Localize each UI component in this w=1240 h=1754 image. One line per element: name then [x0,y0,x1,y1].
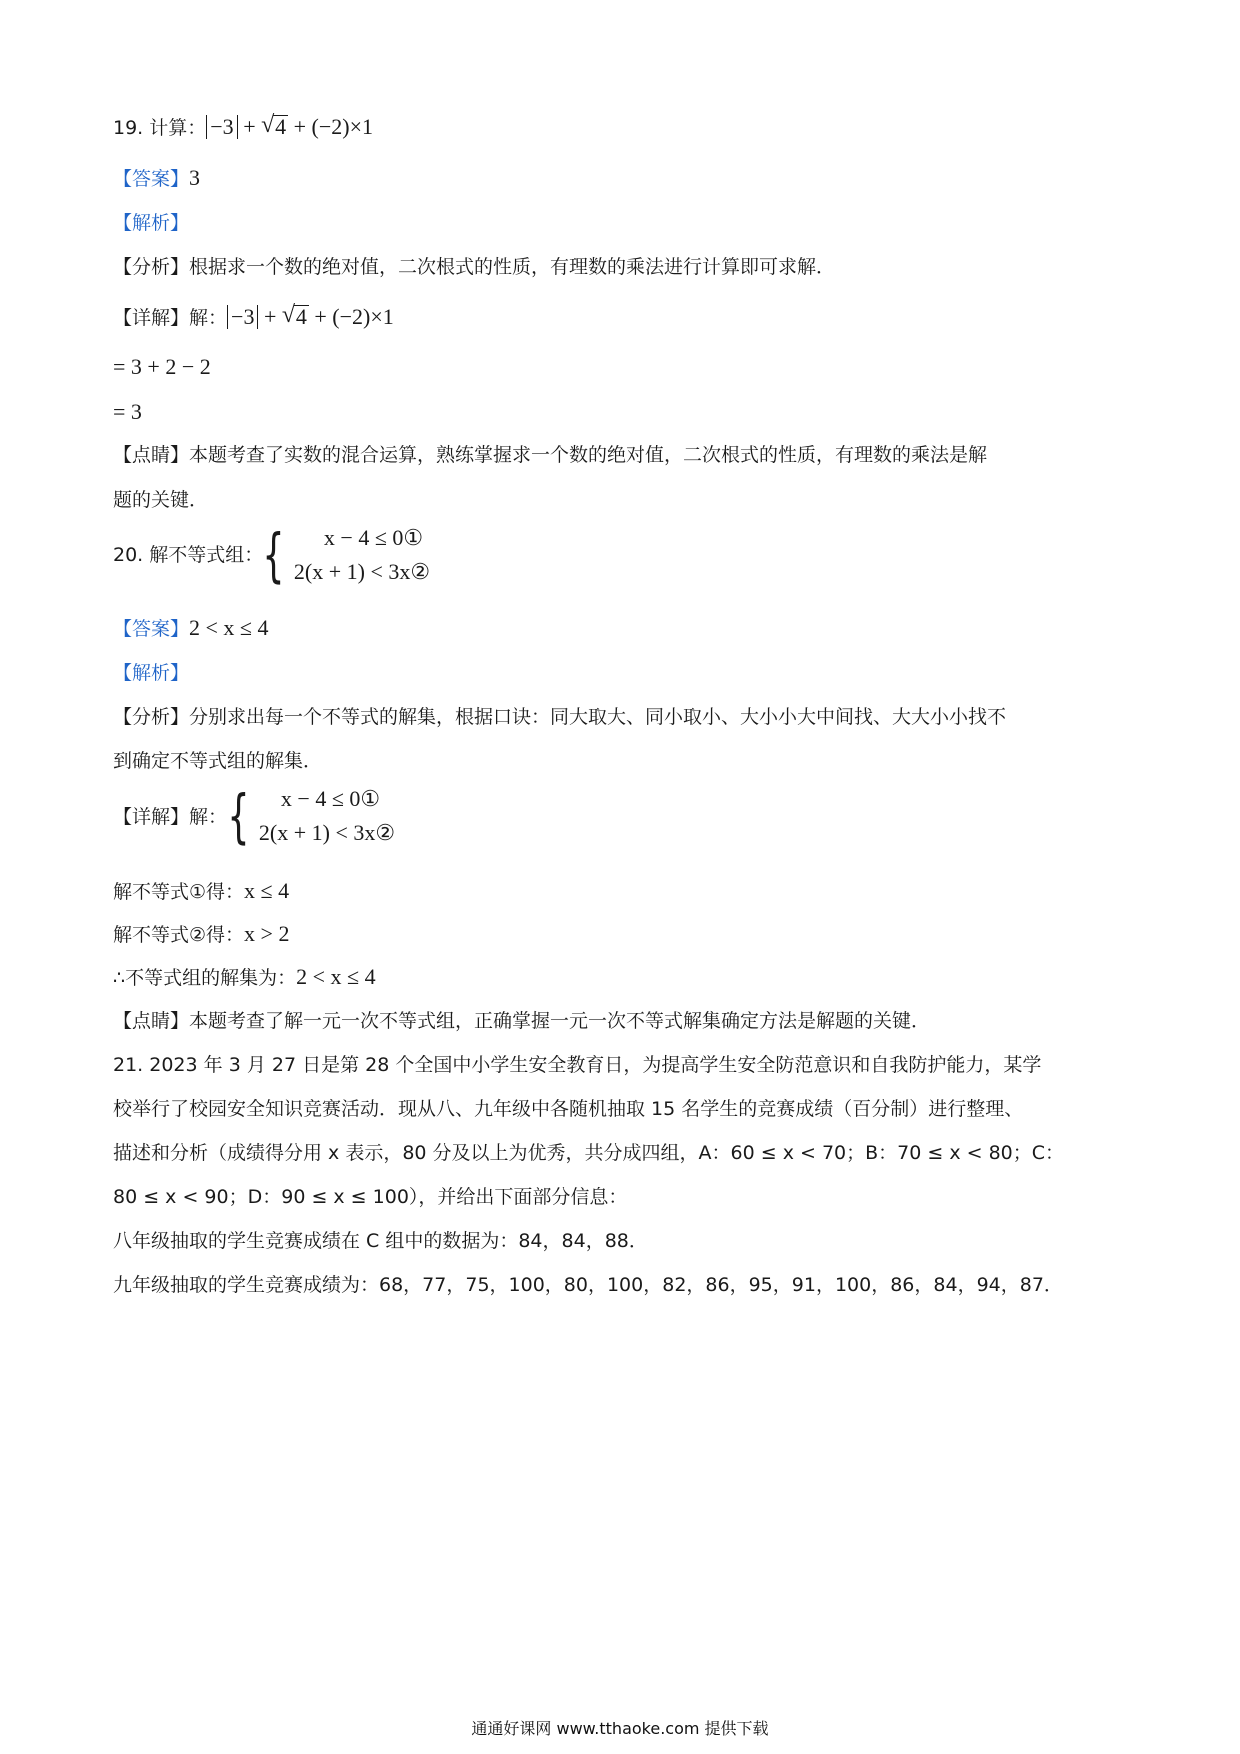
analysis-label: 【分析】 [113,706,190,728]
q20-solution-1-text: 解不等式①得： [113,881,245,903]
q19-answer [113,163,200,194]
q21-line-5: 八年级抽取的学生竞赛成绩在 C 组中的数据为：84，84，88． [113,1230,648,1252]
q19-comment [113,440,987,470]
q21-line-6: 九年级抽取的学生竞赛成绩为：68，77，75，100，80，100，82，86，95，91，100，86，84，94，87． [113,1274,1063,1296]
left-brace: { [227,782,250,850]
analysis-label: 【分析】 [113,256,190,278]
q19-detail-expression [227,304,394,329]
q19-sqrt: √ 4 [261,112,287,139]
q19-detail-sqrt: √ 4 [281,302,307,329]
q20-solution-2 [113,919,289,950]
q20-solution-1-math: x ≤ 4 [244,878,290,903]
q20-detail-inequality-2: 2(x + 1) < 3x② [258,820,396,845]
q19-jiexi-label: 【解析】 [113,212,190,234]
q19-comment-line-1: 本题考查了实数的混合运算，熟练掌握求一个数的绝对值，二次根式的性质，有理数的乘法是解 [189,444,988,466]
q19-prefix: 19. 计算： [113,117,207,139]
q20-solution-2-text: 解不等式②得： [113,924,245,946]
q19-expression [206,114,373,139]
q19-comment-line-2: 题的关键． [113,489,209,511]
comment-label: 【点睛】 [113,444,190,466]
q19-detail-tail: (−2)×1 [332,304,394,329]
q21-line-2: 校举行了校园安全知识竞赛活动．现从八、九年级中各随机抽取 15 名学生的竞赛成绩（百分制）进行整理、 [113,1098,1024,1120]
answer-label: 【答案】 [113,168,190,190]
q19-tail: (−2)×1 [311,114,373,139]
q20-therefore [113,962,376,993]
q20-therefore-text: ∴不等式组的解集为： [113,967,297,989]
q20-analysis [113,702,1006,732]
q19-plus-1: + [243,114,256,139]
q20-therefore-math: 2 < x ≤ 4 [296,964,376,989]
q19-abs-value: −3 [206,115,237,139]
q19-analysis [113,252,835,282]
q19-step-2: = 3 [113,399,142,424]
detail-label: 【详解】 [113,307,190,329]
q20-detail-inequality-system [220,782,395,850]
left-brace: { [262,521,285,589]
q20-answer-value: 2 < x ≤ 4 [189,615,269,640]
q20-comment-text: 本题考查了解一元一次不等式组，正确掌握一元一次不等式解集确定方法是解题的关键． [189,1010,931,1032]
q19-step-1: = 3 + 2 − 2 [113,354,211,379]
q19-detail-sqrt-arg: 4 [295,304,307,329]
q19-detail [113,302,394,333]
q19-analysis-text: 根据求一个数的绝对值，二次根式的性质，有理数的乘法进行计算即可求解． [189,256,836,278]
q20-detail-prefix: 解： [189,806,228,828]
q19-plus-2: + [293,114,307,139]
comment-label: 【点睛】 [113,1010,190,1032]
q20-analysis-line-1: 分别求出每一个不等式的解集，根据口诀：同大取大、同小取小、大小小大中间找、大大小小找不 [189,706,1007,728]
q19-answer-value: 3 [189,165,201,190]
q20-comment [113,1006,930,1036]
q19-sqrt-arg: 4 [275,114,287,139]
answer-label: 【答案】 [113,618,190,640]
q19-question [113,112,373,143]
q20-detail-inequality-1: x − 4 ≤ 0① [280,786,381,811]
q20-jiexi-label: 【解析】 [113,662,190,684]
q19-detail-plus-1: + [263,304,277,329]
q19-detail-prefix: 解： [189,307,228,329]
page-footer: 通通好课网 www.tthaoke.com 提供下载 [471,1719,769,1738]
q20-detail-label [113,802,227,832]
q21-line-1: 21. 2023 年 3 月 27 日是第 28 个全国中小学生安全教育日，为提高学生安全防范意识和自我防护能力，某学 [113,1054,1042,1076]
detail-label: 【详解】 [113,806,190,828]
q20-solution-2-math: x > 2 [244,921,290,946]
q19-detail-plus-2: + [314,304,327,329]
q20-inequality-system [255,521,430,589]
q20-solution-1 [113,876,289,907]
q20-analysis-line-2: 到确定不等式组的解集． [113,750,323,772]
q21-line-3: 描述和分析（成绩得分用 x 表示，80 分及以上为优秀，共分成四组，A：60 ≤ x < 70；B：70 ≤ x < 80；C： [113,1142,1065,1164]
q20-inequality-2: 2(x + 1) < 3x② [293,559,431,584]
q20-answer [113,613,269,644]
q20-prefix: 20. 解不等式组： [113,544,264,566]
q19-detail-abs-value: −3 [227,305,258,329]
q20-inequality-1: x − 4 ≤ 0① [323,525,424,550]
q21-line-4: 80 ≤ x < 90；D：90 ≤ x ≤ 100），并给出下面部分信息： [113,1186,628,1208]
